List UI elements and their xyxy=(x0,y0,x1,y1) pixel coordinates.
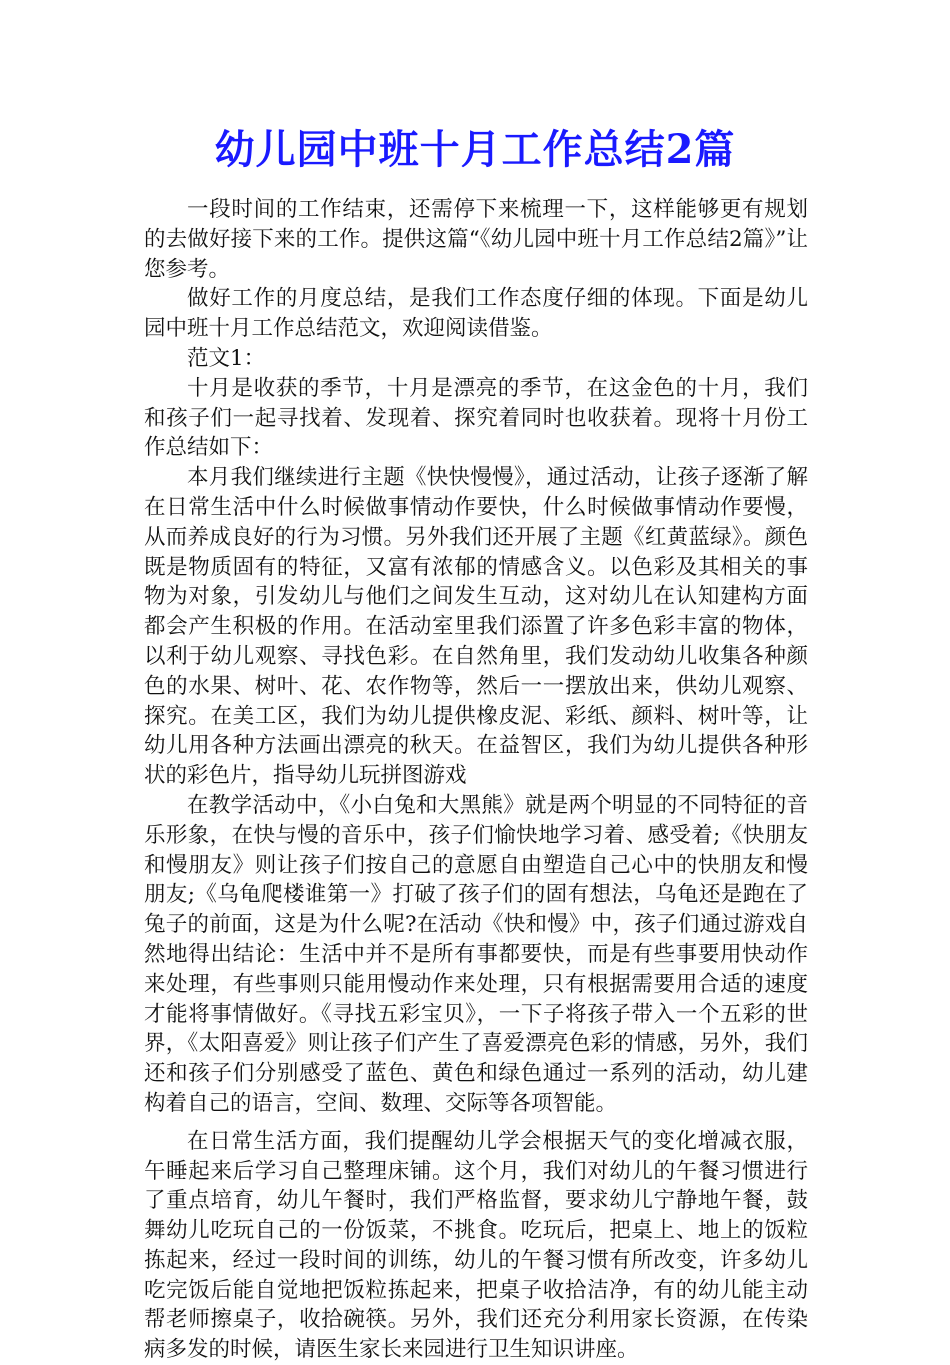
paragraph-teaching: 在教学活动中，《小白兔和大黑熊》就是两个明显的不同特征的音乐形象，在快与慢的音乐中，孩子们愉快地学习着、感受着;《快朋友和慢朋友》则让孩子们按自己的意愿自由塑造自己心中的快朋友和慢朋友;《乌龟爬楼谁第一》打破了孩子们的固有想法，乌龟还是跑在了兔子的前面，这是为什么呢?在活动《快和慢》中，孩子们通过游戏自然地得出结论：生活中并不是所有事都要快，而是有些事要用快动作来处理，有些事则只能用慢动作来处理，只有根据需要用合适的速度才能将事情做好。《寻找五彩宝贝》，一下子将孩子带入一个五彩的世界，《太阳喜爱》则让孩子们产生了喜爱漂亮色彩的情感，另外，我们还和孩子们分别感受了蓝色、黄色和绿色通过一系列的活动，幼儿建构着自己的语言，空间、数理、交际等各项智能。 xyxy=(144,792,808,1116)
paragraph-daily-life: 在日常生活方面，我们提醒幼儿学会根据天气的变化增减衣服，午睡起来后学习自己整理床铺。这个月，我们对幼儿的午餐习惯进行了重点培育，幼儿午餐时，我们严格监督，要求幼儿宁静地午餐，鼓舞幼儿吃玩自己的一份饭菜，不挑食。吃玩后，把桌上、地上的饭粒拣起来，经过一段时间的训练，幼儿的午餐习惯有所改变，许多幼儿吃完饭后能自觉地把饭粒拣起来，把桌子收拾洁净，有的幼儿能主动帮老师擦桌子，收拾碗筷。另外，我们还充分利用家长资源，在传染病多发的时候，请医生家长来园进行卫生知识讲座。 xyxy=(144,1128,808,1363)
paragraph-summary-note: 做好工作的月度总结，是我们工作态度仔细的体现。下面是幼儿园中班十月工作总结范文，欢迎阅读借鉴。 xyxy=(144,286,808,342)
paragraph-october-opening: 十月是收获的季节，十月是漂亮的季节，在这金色的十月，我们和孩子们一起寻找着、发现着、探究着同时也收获着。现将十月份工作总结如下： xyxy=(144,375,808,461)
paragraph-sample-label: 范文1： xyxy=(187,345,266,371)
paragraph-themes: 本月我们继续进行主题《快快慢慢》，通过活动，让孩子逐渐了解在日常生活中什么时候做事情动作要快，什么时候做事情动作要慢，从而养成良好的行为习惯。另外我们还开展了主题《红黄蓝绿》。颜色既是物质固有的特征，又富有浓郁的情感含义。以色彩及其相关的事物为对象，引发幼儿与他们之间发生互动，这对幼儿在认知建构方面都会产生积极的作用。在活动室里我们添置了许多色彩丰富的物体，以利于幼儿观察、寻找色彩。在自然角里，我们发动幼儿收集各种颜色的水果、树叶、花、农作物等，然后一一摆放出来，供幼儿观察、探究。在美工区，我们为幼儿提供橡皮泥、彩纸、颜料、树叶等，让幼儿用各种方法画出漂亮的秋天。在益智区，我们为幼儿提供各种形状的彩色片，指导幼儿玩拼图游戏 xyxy=(144,465,808,789)
document-title: 幼儿园中班十月工作总结2篇 xyxy=(214,126,736,173)
paragraph-intro: 一段时间的工作结束，还需停下来梳理一下，这样能够更有规划的去做好接下来的工作。提供这篇“《幼儿园中班十月工作总结2篇》”让您参考。 xyxy=(144,197,808,282)
document-body xyxy=(144,195,808,1365)
